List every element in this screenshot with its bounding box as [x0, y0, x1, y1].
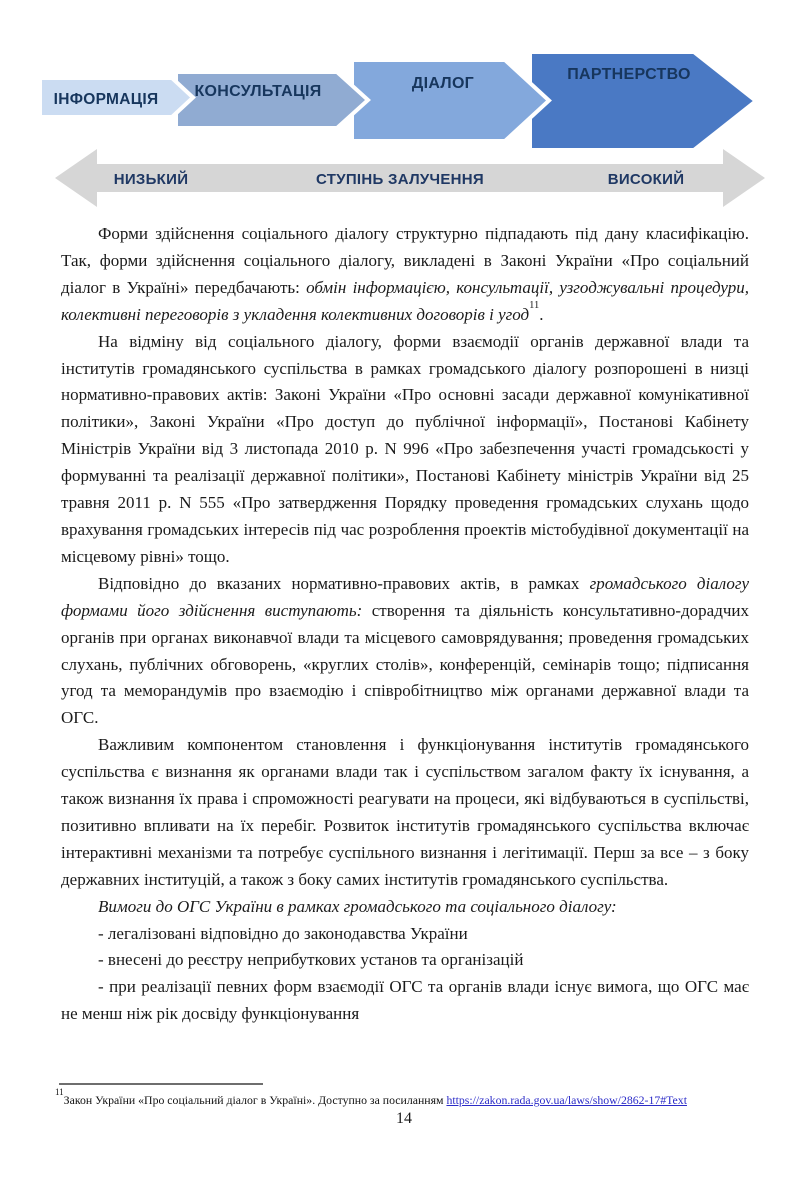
- text-run: Вимоги до ОГС України в рамках громадського та соціального діалогу:: [98, 896, 617, 916]
- body-paragraph: [61, 947, 749, 974]
- text-run: - при реалізації певних форм взаємодії ОГС та органів влади існує вимога, що ОГС має не менш ніж рік досвіду функціонування: [61, 977, 749, 1024]
- text-run: На відміну від соціального діалогу, форми взаємодії органів державної влади та інститутів громадянського суспільства в рамках громадського діалогу розпорошені в низці нормативно-правових актів: Законі України «Про основні засади державної комунікативної політики», Законі України «Про доступ до публічної інформації», Постанові Кабінету Міністрів України від 3 листопада 2010 р. N 996 «Про забезпечення участі громадськості у формуванні та реалізації державної політики», Постанові Кабінету міністрів України від 25 травня 2011 р. N 555 «Про затвердження Порядку проведення громадських слухань щодо врахування громадських інтересів під час розроблення проектів містобудівної документації на місцевому рівні» тощо.: [61, 331, 749, 566]
- stage-label-information: ІНФОРМАЦІЯ: [53, 91, 159, 108]
- stage-label-partnership: ПАРТНЕРСТВО: [567, 66, 691, 83]
- body-paragraph: [61, 894, 749, 921]
- text-run: - легалізовані відповідно до законодавства України: [98, 923, 468, 943]
- body-paragraph: [61, 329, 749, 571]
- axis-label-degree: СТУПІНЬ ЗАЛУЧЕННЯ: [315, 171, 485, 188]
- text-run: Форми здійснення соціального діалогу структурно підпадають під дану класифікацію. Так, форми здійснення соціального діалогу, викладені в Законі України «Про соціальний діалог в Україні» передбачають:: [61, 224, 749, 297]
- text-run: Важливим компонентом становлення і функціонування інститутів громадянського суспільства є визнання як органами влади так і суспільством загалом факту їх існування, а також визнання їх права і спроможності реагувати на процеси, які відбуваються в суспільстві, позитивно впливати на їх перебіг. Розвиток інститутів громадянського суспільства включає інтерактивні механізми та потребує суспільного визнання і легітимації. Перш за все – з боку державних інституцій, а також з боку самих інститутів громадянського суспільства.: [61, 735, 749, 889]
- engagement-ladder-diagram: [0, 0, 808, 220]
- footnote-separator: [59, 1083, 263, 1085]
- footnote-text: Закон України «Про соціальний діалог в Україні». Доступно за посиланням: [63, 1093, 447, 1107]
- text-run: - внесені до реєстру неприбуткових установ та організацій: [98, 950, 524, 970]
- axis-label-high: ВИСОКИЙ: [607, 171, 685, 188]
- body-paragraph: [61, 732, 749, 893]
- text-run: громадського діалогу формами його здійснення виступають:: [61, 573, 749, 620]
- text-run: обмін інформацією, консультації, узгоджувальні процедури, колективні переговорів з укладення колективних договорів і угод: [61, 277, 749, 324]
- body-paragraph: [61, 571, 749, 732]
- footnote-marker: 11: [55, 1087, 64, 1098]
- footnote: [55, 1087, 755, 1109]
- body-text: [61, 221, 749, 1028]
- body-paragraph: [61, 921, 749, 948]
- body-paragraph: [61, 221, 749, 329]
- stage-arrow-consultation: [176, 72, 368, 128]
- footnote-link[interactable]: https://zakon.rada.gov.ua/laws/show/2862-17#Text: [446, 1093, 687, 1107]
- text-run: Відповідно до вказаних нормативно-правових актів, в рамках: [98, 573, 590, 593]
- stage-label-dialogue: ДІАЛОГ: [411, 75, 475, 92]
- stage-label-consultation: КОНСУЛЬТАЦІЯ: [194, 83, 322, 100]
- stage-arrow-dialogue: [352, 60, 549, 141]
- page-number: 14: [396, 1110, 412, 1127]
- axis-label-low: НИЗЬКИЙ: [113, 171, 189, 188]
- text-run: створення та діяльність консультативно-дорадчих органів при органах виконавчої влади та місцевого самоврядування; проведення громадських слухань, публічних обговорень, «круглих столів», конференцій, семінарів тощо; підписання угод та меморандумів про взаємодію і співробітництво між органами державної влади та ОГС.: [61, 600, 749, 728]
- text-run: .: [539, 304, 544, 324]
- superscript-footnote-ref: 11: [529, 300, 540, 312]
- body-paragraph: [61, 974, 749, 1028]
